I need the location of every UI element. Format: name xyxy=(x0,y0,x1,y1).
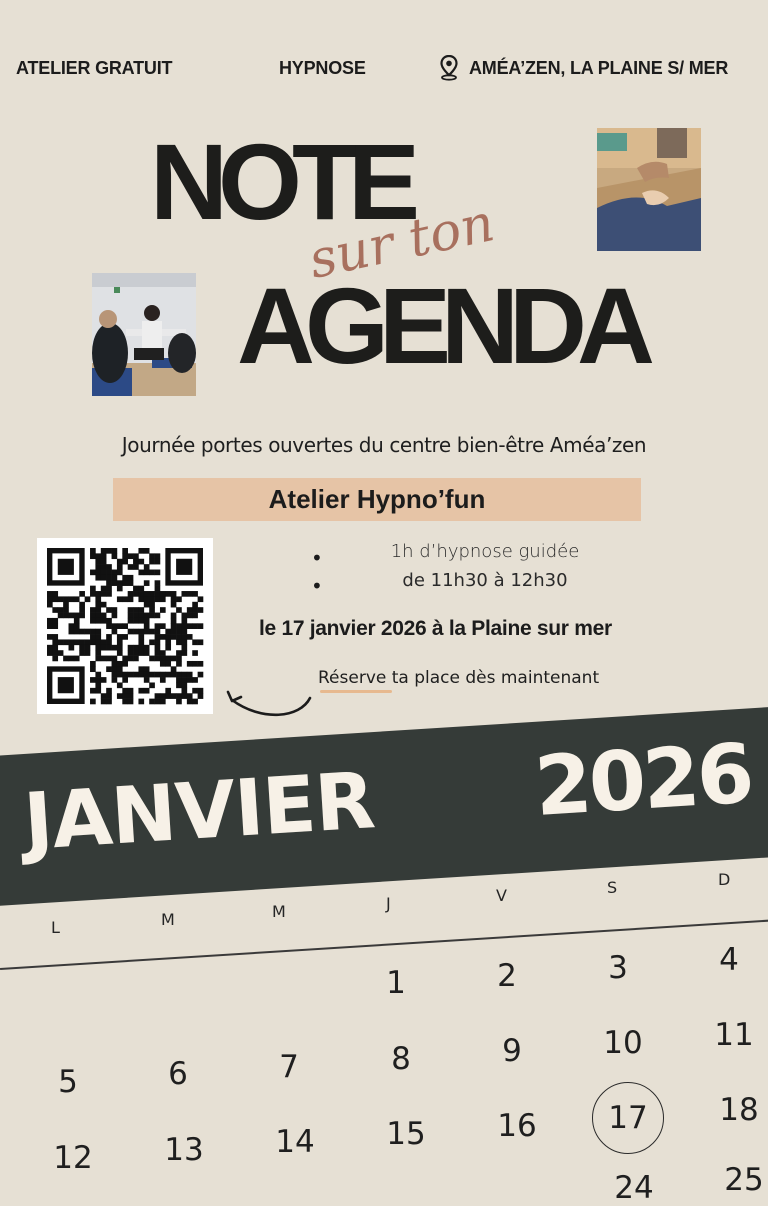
intro-text: Journée portes ouvertes du centre bien-être Améa’zen xyxy=(121,433,647,457)
weekday-sun: D xyxy=(718,870,731,889)
qr-finder-pattern xyxy=(165,548,203,586)
weekday-tue: M xyxy=(161,910,175,929)
weekday-thu: J xyxy=(386,894,391,913)
qr-code[interactable] xyxy=(37,538,213,714)
workshop-type-label: ATELIER GRATUIT xyxy=(16,58,173,78)
calendar-day[interactable]: 13 xyxy=(164,1132,204,1168)
banner-prefix: Atelier xyxy=(268,484,350,514)
calendar-day[interactable]: 16 xyxy=(497,1108,537,1144)
weekday-mon: L xyxy=(51,918,60,937)
curved-arrow-icon xyxy=(222,682,314,728)
topic-label: HYPNOSE xyxy=(279,58,366,78)
calendar-day[interactable]: 2 xyxy=(497,958,517,994)
calendar-day[interactable]: 12 xyxy=(53,1140,93,1176)
detail-duration: 1h d’hypnose guidée xyxy=(390,541,580,562)
cta-text: Réserve ta place dès maintenant xyxy=(318,668,600,688)
calendar-day[interactable]: 9 xyxy=(502,1033,522,1069)
hero-script-text: sur ton xyxy=(303,193,500,291)
cta-underline xyxy=(320,690,392,693)
workshop-banner xyxy=(113,478,641,521)
calendar-day[interactable]: 14 xyxy=(275,1124,315,1160)
bullet-dot: • xyxy=(311,574,323,598)
weekday-fri: V xyxy=(496,886,507,905)
qr-finder-pattern xyxy=(47,666,85,704)
weekday-sat: S xyxy=(607,878,618,897)
calendar-day[interactable]: 4 xyxy=(719,942,739,978)
calendar-day[interactable]: 25 xyxy=(724,1162,764,1198)
detail-time: de 11h30 à 12h30 xyxy=(402,570,568,591)
calendar-day[interactable]: 6 xyxy=(168,1056,188,1092)
calendar-day[interactable]: 1 xyxy=(386,965,406,1001)
calendar-day[interactable]: 7 xyxy=(279,1049,299,1085)
calendar-day[interactable]: 8 xyxy=(391,1041,411,1077)
calendar-year: 2026 xyxy=(532,726,754,835)
banner-name: Hypno’fun xyxy=(356,484,486,514)
calendar-day[interactable]: 15 xyxy=(386,1116,426,1152)
event-date-line: le 17 janvier 2026 à la Plaine sur mer xyxy=(259,617,612,640)
calendar-day[interactable]: 3 xyxy=(608,950,628,986)
hero-title-line2: AGENDA xyxy=(237,265,646,386)
yoga-class-photo xyxy=(92,273,196,396)
calendar-day[interactable]: 5 xyxy=(58,1064,78,1100)
calendar-day[interactable]: 18 xyxy=(719,1092,759,1128)
hero-title-line1: NOTE xyxy=(150,121,411,242)
calendar-month: JANVIER xyxy=(21,756,377,868)
qr-finder-pattern xyxy=(47,548,85,586)
calendar-day[interactable]: 24 xyxy=(614,1170,654,1206)
calendar-day-highlighted[interactable]: 17 xyxy=(608,1100,648,1136)
bullet-dot: • xyxy=(311,546,323,570)
hands-photo xyxy=(597,128,701,251)
calendar-day[interactable]: 10 xyxy=(603,1025,643,1061)
weekday-wed: M xyxy=(272,902,286,921)
calendar-divider xyxy=(0,918,768,969)
map-pin-icon xyxy=(440,55,458,85)
location-label: AMÉA’ZEN, LA PLAINE S/ MER xyxy=(469,58,729,78)
calendar-day[interactable]: 11 xyxy=(714,1017,754,1053)
